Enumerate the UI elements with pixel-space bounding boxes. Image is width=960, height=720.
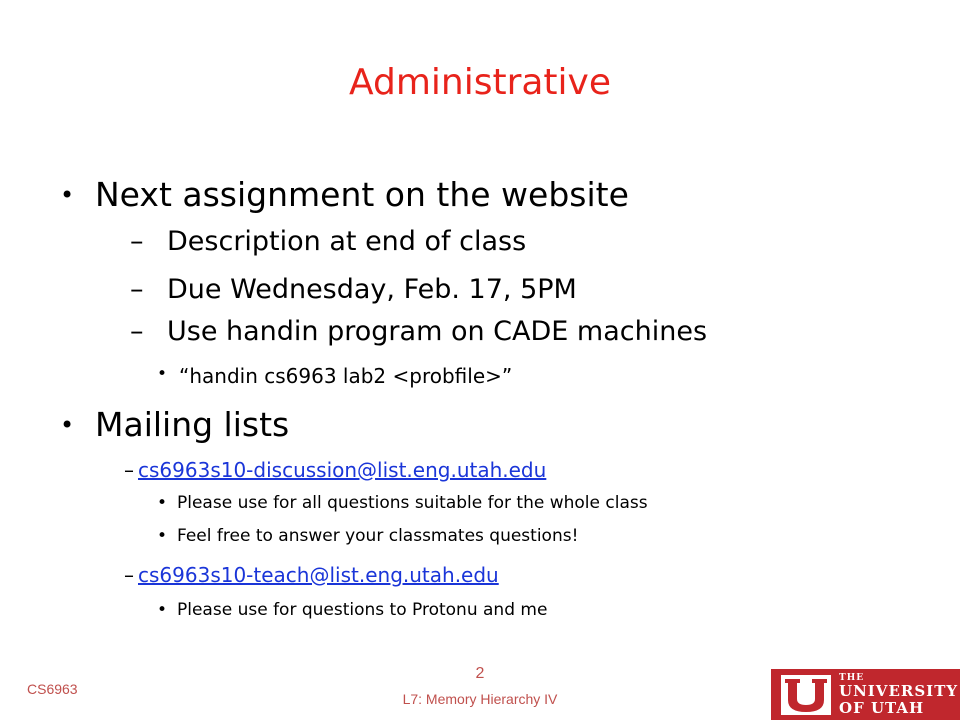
footer-course: CS6963 bbox=[27, 681, 78, 697]
subsubitem-text: “handin cs6963 lab2 <probfile>” bbox=[179, 364, 513, 388]
page-number: 2 bbox=[475, 665, 485, 682]
subitem-text: Use handin program on CADE machines bbox=[167, 316, 708, 347]
bullet-marker: • bbox=[157, 600, 168, 620]
teach-list-link[interactable]: cs6963s10-teach@list.eng.utah.edu bbox=[138, 563, 499, 587]
dash-marker: – bbox=[124, 458, 134, 482]
slide-title: Administrative bbox=[348, 62, 612, 103]
subsubitem-text: Please use for questions to Protonu and me bbox=[177, 600, 548, 620]
bullet-marker: • bbox=[60, 181, 75, 209]
logo-university: UNIVERSITY bbox=[839, 682, 959, 700]
bullet-marker: • bbox=[157, 526, 168, 546]
subitem-text: Description at end of class bbox=[167, 226, 527, 257]
bullet-marker: • bbox=[157, 493, 168, 513]
logo-of-utah: OF UTAH bbox=[839, 699, 925, 717]
subitem-text: Due Wednesday, Feb. 17, 5PM bbox=[167, 274, 577, 305]
dash-marker: – bbox=[130, 226, 144, 257]
subsubitem-text: Please use for all questions suitable for the whole class bbox=[177, 493, 648, 513]
dash-marker: – bbox=[130, 274, 144, 305]
u-block-icon bbox=[781, 675, 831, 715]
university-logo bbox=[771, 669, 960, 720]
dash-marker: – bbox=[124, 563, 134, 587]
discussion-list-link[interactable]: cs6963s10-discussion@list.eng.utah.edu bbox=[138, 458, 547, 482]
bullet-text: Next assignment on the website bbox=[95, 175, 629, 214]
bullet-marker: • bbox=[60, 411, 75, 439]
bullet-marker: • bbox=[157, 364, 168, 384]
logo-the: THE bbox=[839, 673, 865, 683]
dash-marker: – bbox=[130, 316, 144, 347]
bullet-text: Mailing lists bbox=[95, 405, 290, 444]
footer-lecture: L7: Memory Hierarchy IV bbox=[402, 691, 558, 707]
subsubitem-text: Feel free to answer your classmates questions! bbox=[177, 526, 579, 546]
